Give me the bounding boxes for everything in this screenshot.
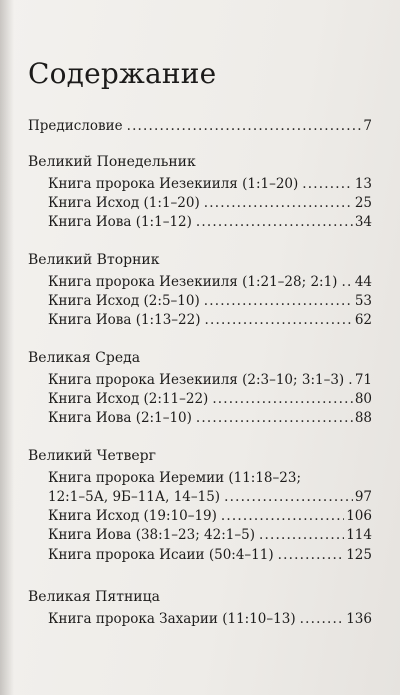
toc-entry xyxy=(48,214,372,230)
toc-entry-label-line2: 12:1–5А, 9Б–11А, 14–15) xyxy=(48,489,221,505)
toc-entry xyxy=(48,489,372,505)
section-title: Великий Вторник xyxy=(28,252,160,268)
toc-entry-label: Книга Иова (2:1–10) xyxy=(48,410,192,426)
toc-entry-label: Книга Иова (1:13–22) xyxy=(48,312,201,328)
toc-entry-label: Книга Исход (2:5–10) xyxy=(48,293,200,309)
toc-page-number: 44 xyxy=(354,274,372,290)
toc-entry-label: Книга Исход (2:11–22) xyxy=(48,391,209,407)
toc-entry-label: Предисловие xyxy=(28,118,123,134)
toc-entry-label: Книга пророка Исаии (50:4–11) xyxy=(48,547,274,563)
toc-page-number: 114 xyxy=(346,527,372,543)
toc-leader-dots xyxy=(221,508,344,524)
toc-entry xyxy=(48,274,372,290)
toc-entry xyxy=(48,372,372,388)
page-title: Содержание xyxy=(28,57,217,90)
page-gutter-shadow xyxy=(0,0,14,695)
toc-leader-dots xyxy=(224,489,353,505)
toc-leader-dots xyxy=(259,527,344,543)
toc-page-number: 106 xyxy=(346,508,372,524)
toc-entry xyxy=(48,312,372,328)
toc-leader-dots xyxy=(278,547,345,563)
toc-entry xyxy=(48,293,372,309)
toc-entry-label: Книга Исход (19:10–19) xyxy=(48,508,217,524)
toc-entry-label-line1: Книга пророка Иеремии (11:18–23; xyxy=(48,470,301,486)
toc-entry-preface xyxy=(28,118,372,134)
toc-entry-label: Книга Иова (38:1–23; 42:1–5) xyxy=(48,527,255,543)
toc-entry-label: Книга пророка Иезекииля (1:21–28; 2:1) xyxy=(48,274,338,290)
toc-entry xyxy=(48,391,372,407)
toc-entry xyxy=(48,195,372,211)
toc-page-number: 88 xyxy=(354,410,372,426)
toc-entry xyxy=(48,176,372,192)
toc-page-number: 13 xyxy=(354,176,372,192)
toc-page-number: 7 xyxy=(363,118,372,134)
section-title: Великий Четверг xyxy=(28,448,156,464)
toc-page-number: 136 xyxy=(346,611,372,627)
toc-entry-label: Книга пророка Захарии (11:10–13) xyxy=(48,611,296,627)
toc-leader-dots xyxy=(196,214,353,230)
toc-page-number: 62 xyxy=(354,312,372,328)
toc-leader-dots xyxy=(348,372,353,388)
toc-leader-dots xyxy=(204,293,353,309)
toc-entry xyxy=(48,547,372,563)
toc-entry xyxy=(48,410,372,426)
toc-entry-label: Книга Исход (1:1–20) xyxy=(48,195,200,211)
toc-entry-label: Книга пророка Иезекииля (1:1–20) xyxy=(48,176,299,192)
toc-leader-dots xyxy=(341,274,352,290)
toc-leader-dots xyxy=(204,312,352,328)
toc-page-number: 34 xyxy=(354,214,372,230)
toc-page-number: 71 xyxy=(354,372,372,388)
toc-entry-label: Книга пророка Иезекииля (2:3–10; 3:1–3) xyxy=(48,372,345,388)
section-title: Великая Среда xyxy=(28,350,141,366)
toc-leader-dots xyxy=(212,391,353,407)
toc-entry xyxy=(48,527,372,543)
toc-page-number: 97 xyxy=(354,489,372,505)
toc-leader-dots xyxy=(196,410,353,426)
toc-entry-label: Книга Иова (1:1–12) xyxy=(48,214,192,230)
toc-leader-dots xyxy=(204,195,353,211)
toc-page-number: 53 xyxy=(354,293,372,309)
toc-leader-dots xyxy=(302,176,353,192)
toc-page-number: 125 xyxy=(346,547,372,563)
toc-leader-dots xyxy=(127,118,362,134)
toc-page-number: 25 xyxy=(354,195,372,211)
toc-entry xyxy=(48,508,372,524)
toc-leader-dots xyxy=(300,611,345,627)
toc-entry xyxy=(48,611,372,627)
section-title: Великая Пятница xyxy=(28,589,160,605)
section-title: Великий Понедельник xyxy=(28,154,196,170)
toc-page-number: 80 xyxy=(354,391,372,407)
